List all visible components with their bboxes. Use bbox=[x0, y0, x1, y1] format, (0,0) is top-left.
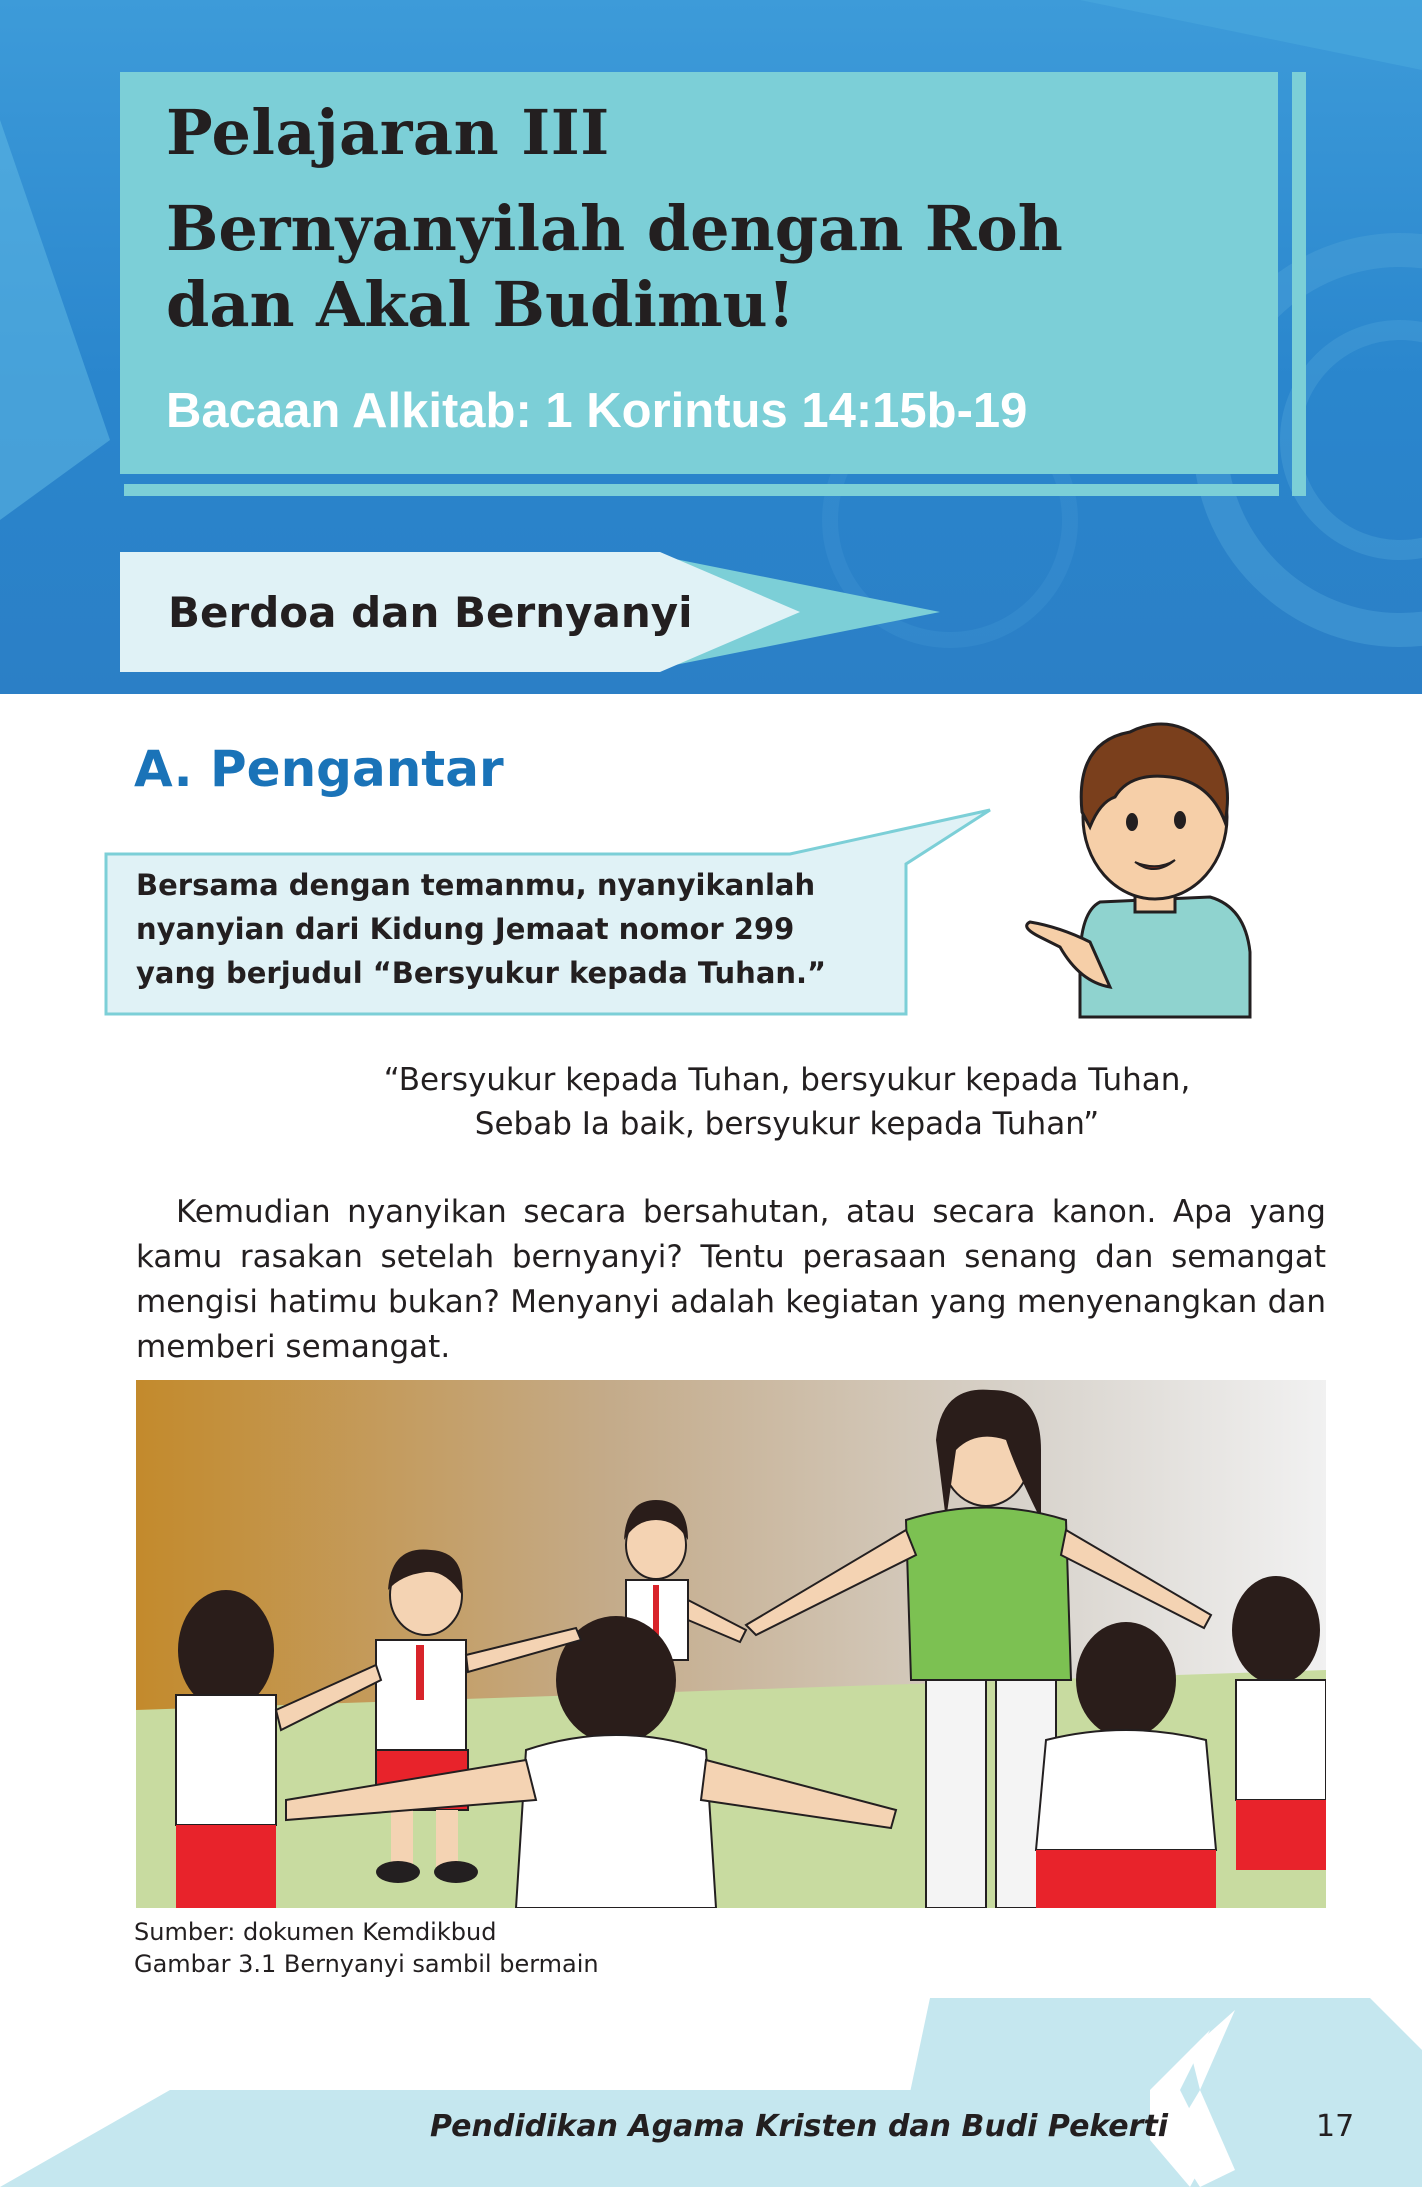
bubble-text-line: yang berjudul “Bersyukur kepada Tuhan.” bbox=[136, 956, 827, 990]
page-number: 17 bbox=[1316, 2109, 1355, 2144]
bubble-text-line: nyanyian dari Kidung Jemaat nomor 299 bbox=[136, 912, 795, 946]
figure-source: Sumber: dokumen Kemdikbud bbox=[134, 1918, 497, 1946]
title-panel-edge bbox=[1292, 72, 1306, 496]
page-title-line-2: dan Akal Budimu! bbox=[166, 268, 795, 341]
section-heading: A. Pengantar bbox=[134, 740, 504, 798]
lyric-line: Sebab Ia baik, bersyukur kepada Tuhan” bbox=[474, 1106, 1100, 1142]
lesson-label: Pelajaran III bbox=[166, 96, 610, 169]
figure-caption: Gambar 3.1 Bernyanyi sambil bermain bbox=[134, 1950, 599, 1978]
page-title-line-1: Bernyanyilah dengan Roh bbox=[166, 192, 1063, 265]
section-tab-label: Berdoa dan Bernyanyi bbox=[168, 588, 693, 637]
footer-decoration bbox=[0, 1990, 1422, 2187]
children-singing-illustration bbox=[136, 1380, 1326, 1908]
lyric-line: “Bersyukur kepada Tuhan, bersyukur kepada Tuhan, bbox=[383, 1062, 1191, 1098]
title-underline bbox=[124, 484, 1279, 496]
boy-character-illustration bbox=[1020, 712, 1260, 1022]
bible-reading: Bacaan Alkitab: 1 Korintus 14:15b-19 bbox=[166, 384, 1028, 438]
body-paragraph bbox=[136, 1190, 1326, 1370]
footer-book-title: Pendidikan Agama Kristen dan Budi Pekerti bbox=[430, 2109, 1169, 2144]
bubble-text-line: Bersama dengan temanmu, nyanyikanlah bbox=[136, 868, 816, 902]
body-paragraph-text: Kemudian nyanyikan secara bersahutan, atau secara kanon. Apa yang kamu rasakan setelah bernyanyi? Tentu perasaan senang dan semangat mengisi hatimu bukan? Menyanyi adalah kegiatan yang menyenangkan dan memberi semangat. bbox=[136, 1194, 1326, 1365]
